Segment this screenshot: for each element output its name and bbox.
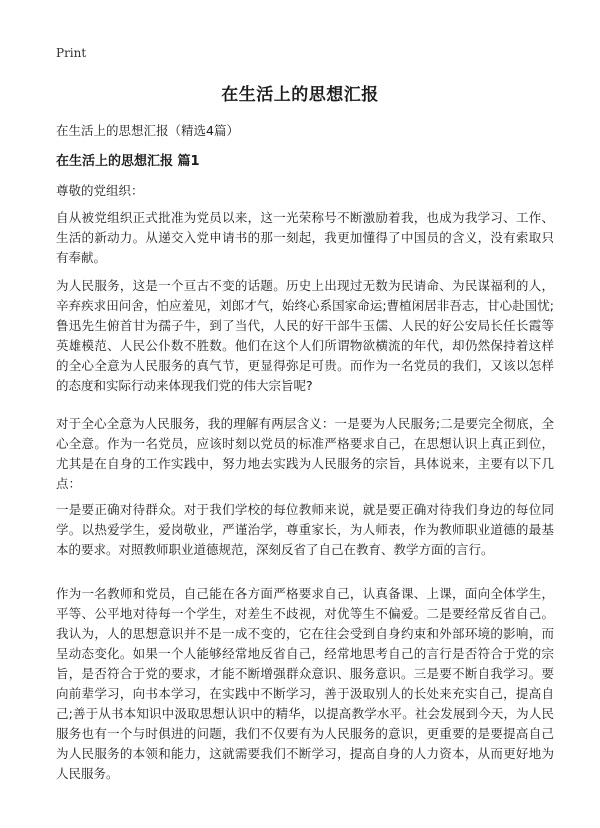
print-link[interactable]: Print — [56, 46, 87, 60]
paragraph: 自从被党组织正式批准为党员以来，这一光荣称号不断激励着我，也成为我学习、工作、生活的新动力。从递交入党申请书的那一刻起，我更加懂得了中国员的含义，没有索取只有奉献。 — [56, 210, 554, 265]
section-heading: 在生活上的思想汇报 篇1 — [56, 154, 200, 169]
document-title: 在生活上的思想汇报 — [221, 85, 379, 105]
paragraph: 对于全心全意为人民服务，我的理解有两层含义：一是要为人民服务;二是要完全彻底，全心全意。作为一名党员，应该时刻以党员的标准严格要求自己，在思想认识上真正到位，尤其是在自身的工作实践中，努力地去实践为人民服务的宗旨，具体说来，主要有以下几点： — [56, 416, 554, 491]
paragraph: 一是要正确对待群众。对于我们学校的每位教师来说，就是要正确对待我们身边的每位同学。以热爱学生，爱岗敬业，严谨治学，尊重家长，为人师表，作为教师职业道德的最基本的要求。对照教师职业道德规范，深刻反省了自己在教育、教学方面的言行。 — [56, 502, 554, 557]
document-subtitle: 在生活上的思想汇报（精选4篇） — [56, 123, 239, 138]
salutation: 尊敬的党组织： — [56, 183, 144, 198]
paragraph: 作为一名教师和党员，自己能在各方面严格要求自己，认真备课、上课，面向全体学生，平等、公平地对待每一个学生，对差生不歧视，对优等生不偏爱。二是要经常反省自己。我认为，人的思想意识并不是一成不变的，它在往会受到自身约束和外部环境的影响，而呈动态变化。如果一个人能够经常地反省自己，经常地思考自己的言行是否符合于党的宗旨，是否符合于党的要求，才能不断增强群众意识、服务意识。三是要不断自我学习。要向前辈学习，向书本学习，在实践中不断学习，善于汲取别人的长处来充实自己，提高自己;善于从书本知识中汲取思想认识中的精华，以提高教学水平。社会发展到今天，为人民服务也有一个与时俱进的问题，我们不仅要有为人民服务的意识，更重要的是要提高自己为人民服务的本领和能力，这就需要我们不断学习，提高自身的人力资本，从而更好地为人民服务。 — [56, 586, 554, 781]
paragraph: 为人民服务，这是一个亘古不变的话题。历史上出现过无数为民请命、为民谋福利的人，辛弃疾求田问舍，怕应羞见，刘郎才气，始终心系国家命运;曹植闲居非吾志，甘心赴国忧;鲁迅先生俯首甘为孺子牛，到了当代，人民的好干部牛玉儒、人民的好公安局长任长霞等英雄模范、人民公仆数不胜数。他们在这个人们所谓物欲横流的年代，却仍然保持着这样的全心全意为人民服务的真气节，更显得弥足可贵。而作为一名党员的我们，又该以怎样的态度和实际行动来体现我们党的伟大宗旨呢? — [56, 278, 554, 393]
